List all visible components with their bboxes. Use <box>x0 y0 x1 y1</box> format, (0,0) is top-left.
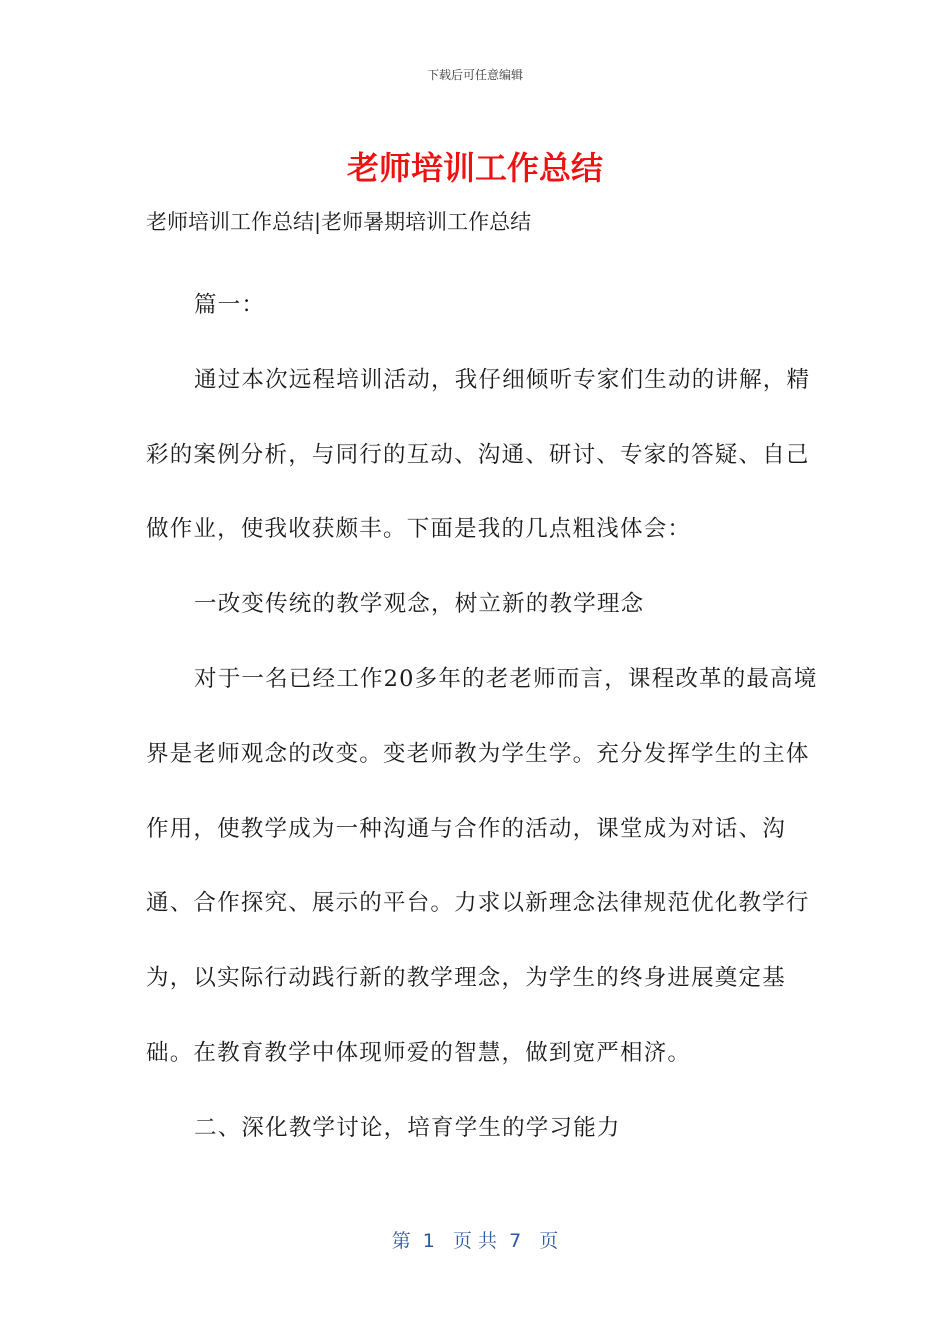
header-note: 下载后可任意编辑 <box>426 68 523 82</box>
document-body <box>146 268 818 1166</box>
paragraph-section-label: 篇一： <box>194 292 266 318</box>
paragraph-heading-2: 二、深化教学讨论，培育学生的学习能力 <box>194 1114 621 1141</box>
paragraph-intro: 通过本次远程培训活动，我仔细倾听专家们生动的讲解，精彩的案例分析，与同行的互动、沟通、研讨、专家的答疑、自己做作业，使我收获颇丰。下面是我的几点粗浅体会： <box>146 366 811 543</box>
paragraph-body-1: 对于一名已经工作20多年的老老师而言，课程改革的最高境界是老师观念的改变。变老师教为学生学。充分发挥学生的主体作用，使教学成为一种沟通与合作的活动，课堂成为对话、沟通、合作探究、展示的平台。力求以新理念法律规范优化教学行为，以实际行动践行新的教学理念，为学生的终身进展奠定基础。在教育教学中体现师爱的智慧，做到宽严相济。 <box>146 665 818 1066</box>
document-title: 老师培训工作总结 <box>346 149 603 187</box>
document-subtitle: 老师培训工作总结|老师暑期培训工作总结 <box>146 210 532 234</box>
page-footer: 第 1 页 共 7 页 <box>391 1230 559 1252</box>
paragraph-heading-1: 一改变传统的教学观念，树立新的教学理念 <box>194 591 645 618</box>
